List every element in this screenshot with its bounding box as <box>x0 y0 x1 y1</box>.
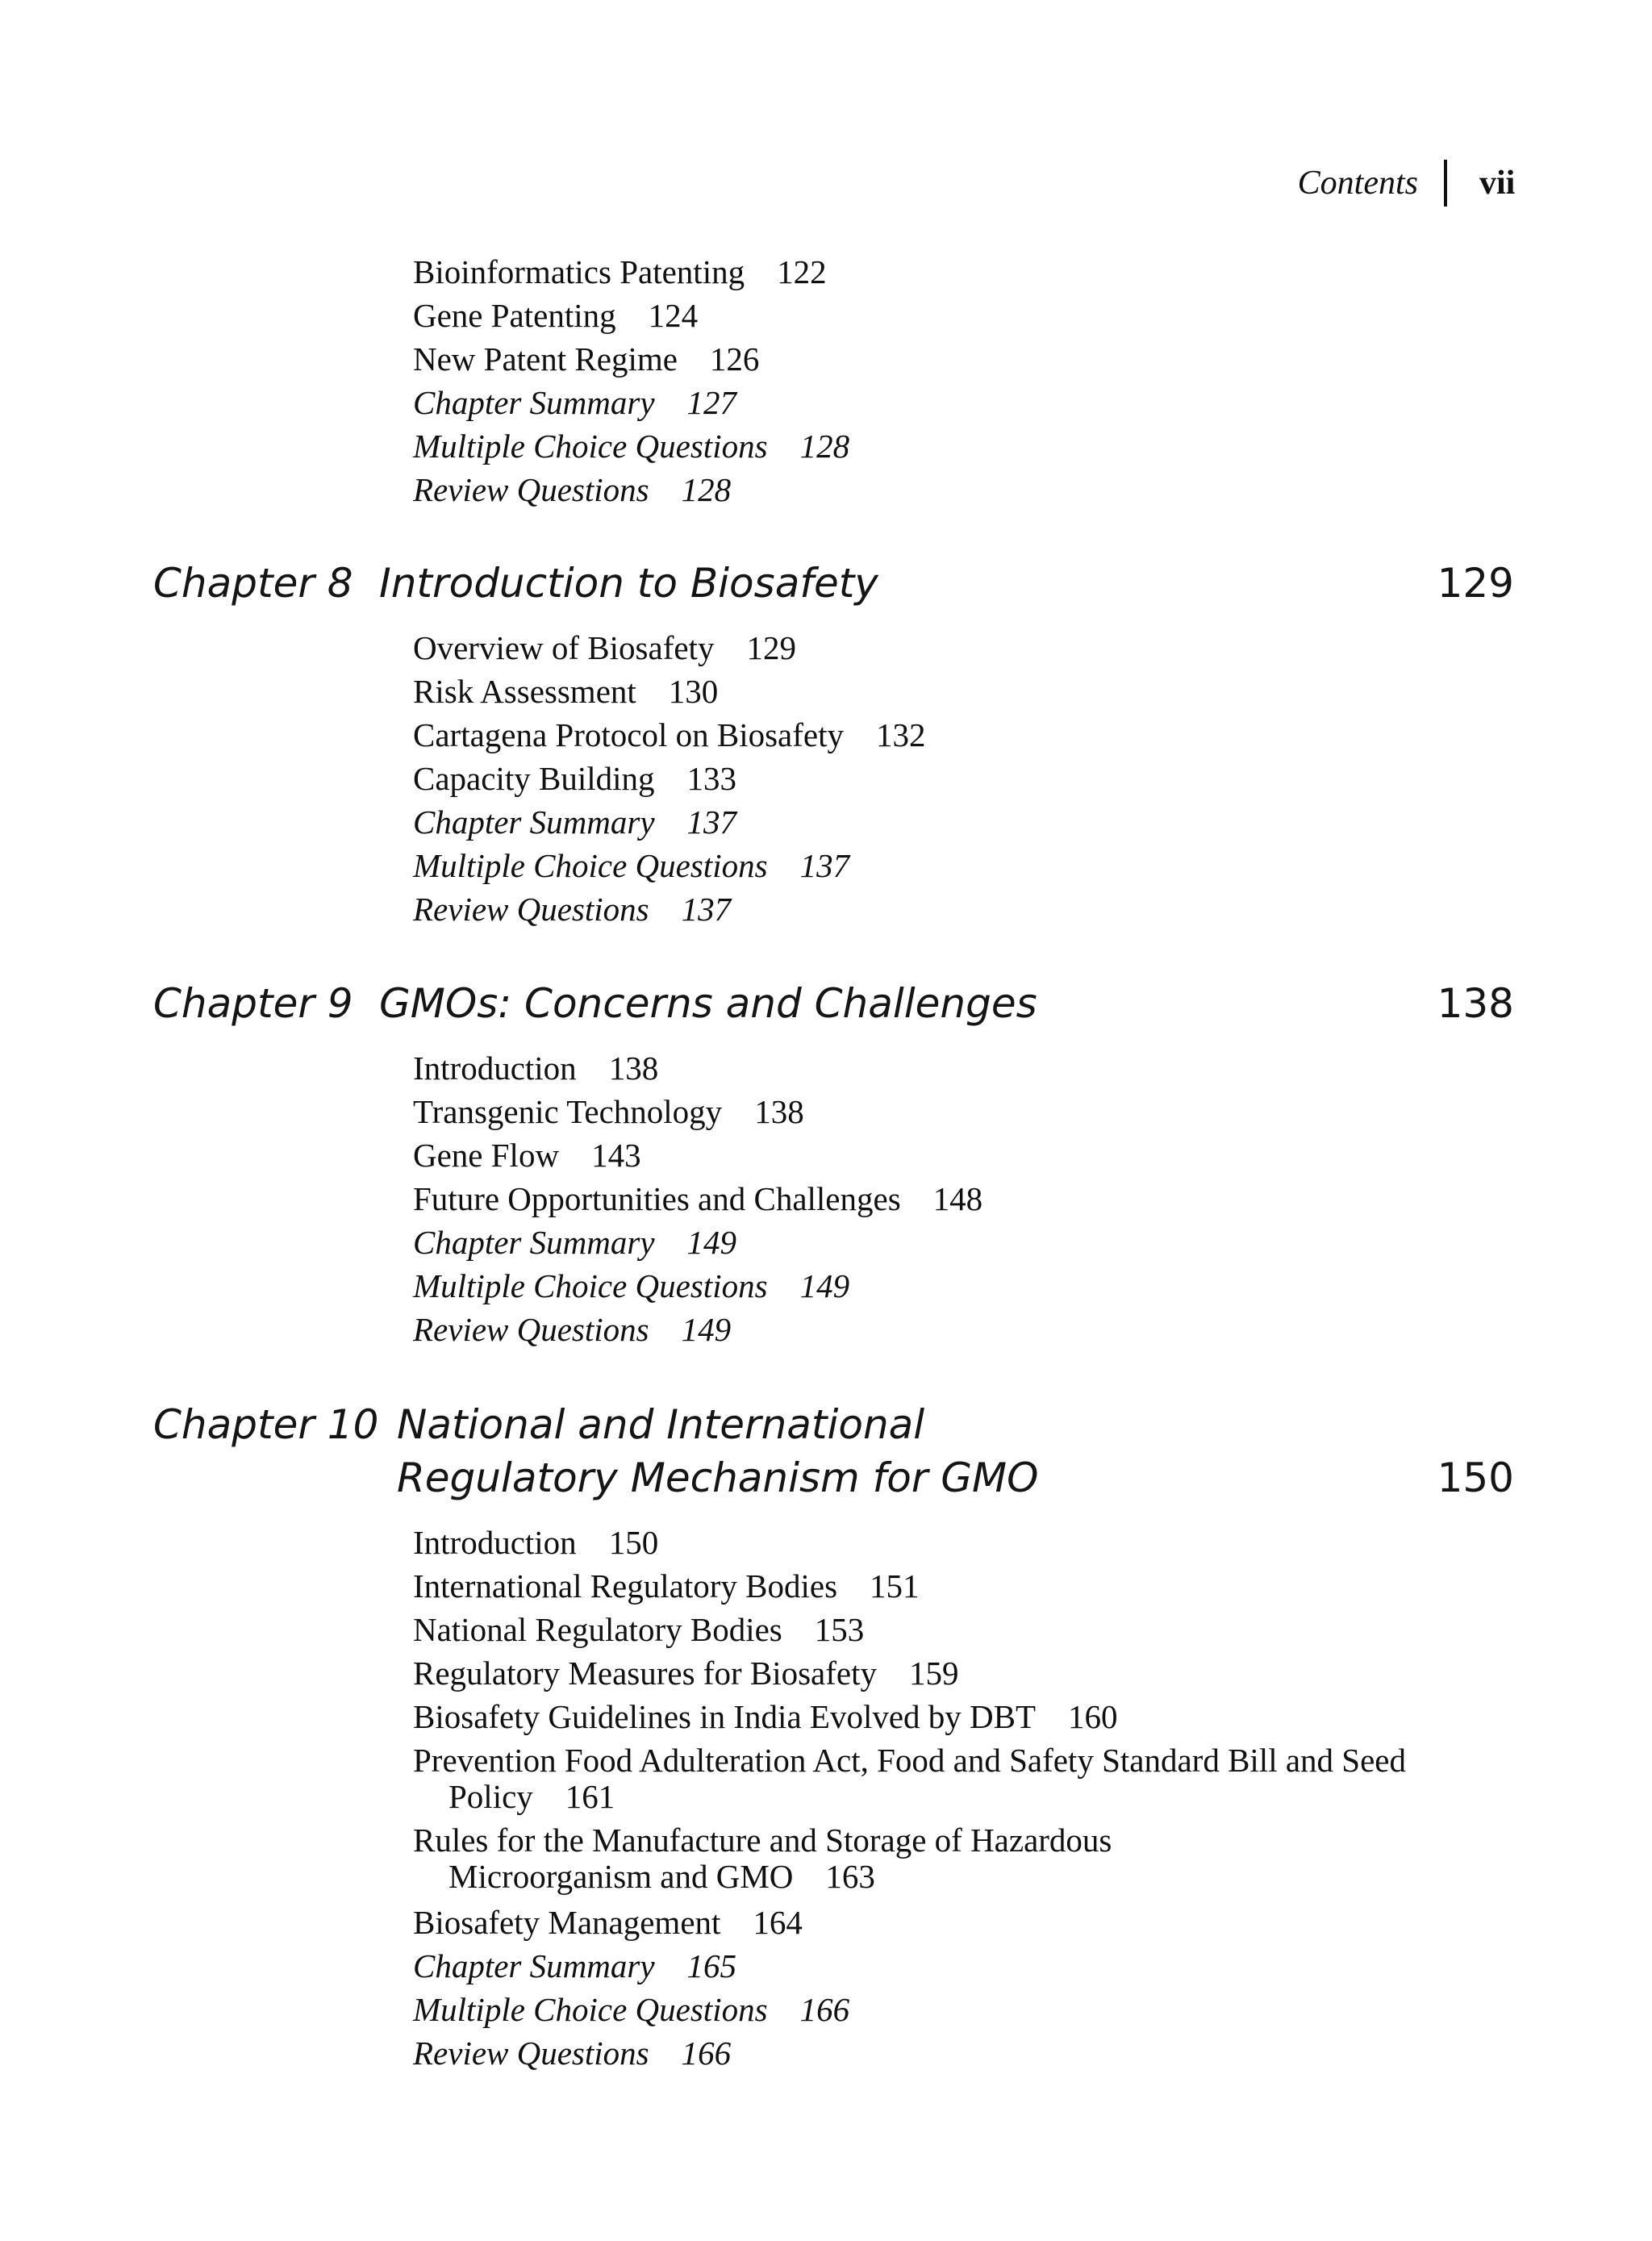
toc-entry-page: 137 <box>799 847 850 884</box>
toc-entry-title: Transgenic Technology <box>413 1093 723 1130</box>
running-head-section: Contents <box>1297 165 1418 202</box>
chapter-heading-9[interactable] <box>0 977 1652 1066</box>
toc-entry-title: Chapter Summary <box>413 1224 655 1261</box>
toc-entry-multiple-choice-questions[interactable] <box>413 1268 849 1304</box>
toc-entry-page: 133 <box>686 760 736 797</box>
toc-entry[interactable] <box>413 674 718 710</box>
toc-entry[interactable] <box>413 630 796 666</box>
toc-entry-page: 149 <box>799 1267 850 1304</box>
toc-entry[interactable] <box>413 1905 803 1941</box>
toc-entry[interactable] <box>413 254 827 290</box>
toc-entry-page: 138 <box>754 1093 804 1130</box>
toc-entry[interactable] <box>413 1181 982 1217</box>
toc-entry-page: 137 <box>681 891 732 928</box>
toc-entry[interactable] <box>413 1050 658 1087</box>
toc-entry[interactable] <box>413 761 736 797</box>
toc-entry[interactable] <box>413 1655 958 1692</box>
toc-entry-page: 150 <box>608 1524 659 1561</box>
chapter-page-number: 138 <box>1437 980 1514 1027</box>
toc-entry-page: 129 <box>746 629 796 666</box>
chapter-title-line-2: Regulatory Mechanism for GMO <box>397 1454 1039 1501</box>
toc-entry-chapter-summary[interactable] <box>413 1948 736 1984</box>
toc-entry-review-questions[interactable] <box>413 1312 731 1348</box>
toc-entry[interactable] <box>413 1094 804 1130</box>
toc-entry-title: Future Opportunities and Challenges <box>413 1180 901 1217</box>
toc-entry-title: Review Questions <box>413 1311 649 1348</box>
chapter-title-line-1: National and International <box>397 1401 925 1448</box>
toc-entry[interactable] <box>413 1742 1578 1815</box>
chapter-title: GMOs: Concerns and Challenges <box>379 980 1037 1027</box>
toc-entry-review-questions[interactable] <box>413 2035 731 2072</box>
toc-entry-review-questions[interactable] <box>413 891 731 928</box>
toc-entry-page: 130 <box>668 673 719 710</box>
toc-entry-page: 132 <box>876 716 926 753</box>
toc-entry[interactable] <box>413 341 759 378</box>
toc-entry[interactable] <box>413 1137 641 1174</box>
running-head <box>0 160 1652 208</box>
running-head-divider <box>1444 160 1447 207</box>
toc-entry[interactable] <box>413 1525 658 1561</box>
running-head-page-number: vii <box>1479 165 1516 202</box>
toc-entry-page: 149 <box>681 1311 732 1348</box>
chapter-heading-8[interactable] <box>0 557 1652 645</box>
toc-entry-page: 165 <box>686 1947 737 1984</box>
toc-entry-page: 161 <box>565 1778 615 1815</box>
toc-entry-page: 138 <box>608 1050 659 1087</box>
toc-entry-page: 137 <box>686 803 737 841</box>
toc-entry-multiple-choice-questions[interactable] <box>413 848 849 884</box>
toc-entry-page: 159 <box>908 1655 959 1692</box>
toc-entry-title: Gene Patenting <box>413 297 616 334</box>
chapter-label: Chapter 8 <box>153 560 353 607</box>
toc-entry-page: 148 <box>932 1180 983 1217</box>
toc-entry-title: Chapter Summary <box>413 384 655 421</box>
chapter-label: Chapter 9 <box>153 980 353 1027</box>
chapter-label: Chapter 10 <box>153 1401 379 1448</box>
toc-entry-title: International Regulatory Bodies <box>413 1567 838 1605</box>
toc-entry-title: Bioinformatics Patenting <box>413 253 745 290</box>
chapter-page-number: 129 <box>1437 560 1514 607</box>
toc-entry[interactable] <box>413 1699 1118 1735</box>
toc-entry-title: Introduction <box>413 1050 577 1087</box>
toc-entry-chapter-summary[interactable] <box>413 804 736 841</box>
toc-entry-title: Biosafety Management <box>413 1904 721 1941</box>
chapter-heading-10[interactable] <box>0 1398 1652 1511</box>
toc-entry-multiple-choice-questions[interactable] <box>413 428 849 465</box>
toc-entry[interactable] <box>413 1612 864 1648</box>
toc-entry[interactable] <box>413 1568 920 1605</box>
toc-entry-title: Biosafety Guidelines in India Evolved by DBT <box>413 1698 1037 1735</box>
toc-entry-title: Multiple Choice Questions <box>413 847 768 884</box>
toc-entry-title: New Patent Regime <box>413 340 678 378</box>
toc-entry-chapter-summary[interactable] <box>413 385 736 421</box>
toc-entry-page: 151 <box>870 1567 920 1605</box>
toc-entry-title: Review Questions <box>413 2034 649 2072</box>
toc-entry-page: 166 <box>799 1991 850 2028</box>
toc-entry-title: Chapter Summary <box>413 1947 655 1984</box>
toc-entry-title: Introduction <box>413 1524 577 1561</box>
toc-entry-title: Review Questions <box>413 471 649 508</box>
toc-entry-title: Multiple Choice Questions <box>413 1267 768 1304</box>
toc-entry-page: 163 <box>825 1858 875 1895</box>
toc-entry-title: Gene Flow <box>413 1137 560 1174</box>
toc-entry-page: 128 <box>799 428 850 465</box>
toc-entry[interactable] <box>413 1822 1223 1895</box>
toc-entry-page: 143 <box>591 1137 641 1174</box>
toc-entry[interactable] <box>413 298 698 334</box>
toc-entry-title: Regulatory Measures for Biosafety <box>413 1655 877 1692</box>
toc-entry-title: Chapter Summary <box>413 803 655 841</box>
toc-entry-page: 164 <box>753 1904 803 1941</box>
toc-entry-page: 149 <box>686 1224 737 1261</box>
toc-entry-page: 166 <box>681 2034 732 2072</box>
toc-entry-title: Prevention Food Adulteration Act, Food and Safety Standard Bill and Seed Policy <box>413 1742 1406 1815</box>
toc-entry-page: 153 <box>814 1611 865 1648</box>
toc-entry-title: National Regulatory Bodies <box>413 1611 782 1648</box>
toc-entry-title: Multiple Choice Questions <box>413 428 768 465</box>
toc-entry-title: Multiple Choice Questions <box>413 1991 768 2028</box>
toc-entry-title: Capacity Building <box>413 760 655 797</box>
toc-entry-page: 128 <box>681 471 732 508</box>
chapter-title: Introduction to Biosafety <box>379 560 878 607</box>
toc-entry-title: Rules for the Manufacture and Storage of Hazardous Microorganism and GMO <box>413 1822 1112 1895</box>
toc-entry-page: 122 <box>777 253 827 290</box>
toc-entry-multiple-choice-questions[interactable] <box>413 1992 849 2028</box>
toc-entry-page: 124 <box>648 297 699 334</box>
toc-entry-title: Cartagena Protocol on Biosafety <box>413 716 845 753</box>
toc-entry[interactable] <box>413 717 926 753</box>
toc-entry-title: Overview of Biosafety <box>413 629 715 666</box>
toc-entry-review-questions[interactable] <box>413 472 731 508</box>
toc-entry-page: 126 <box>709 340 760 378</box>
toc-entry-page: 127 <box>686 384 737 421</box>
toc-entry-title: Review Questions <box>413 891 649 928</box>
toc-entry-title: Risk Assessment <box>413 673 636 710</box>
toc-entry-page: 160 <box>1068 1698 1118 1735</box>
toc-entry-chapter-summary[interactable] <box>413 1225 736 1261</box>
chapter-page-number: 150 <box>1437 1454 1514 1501</box>
